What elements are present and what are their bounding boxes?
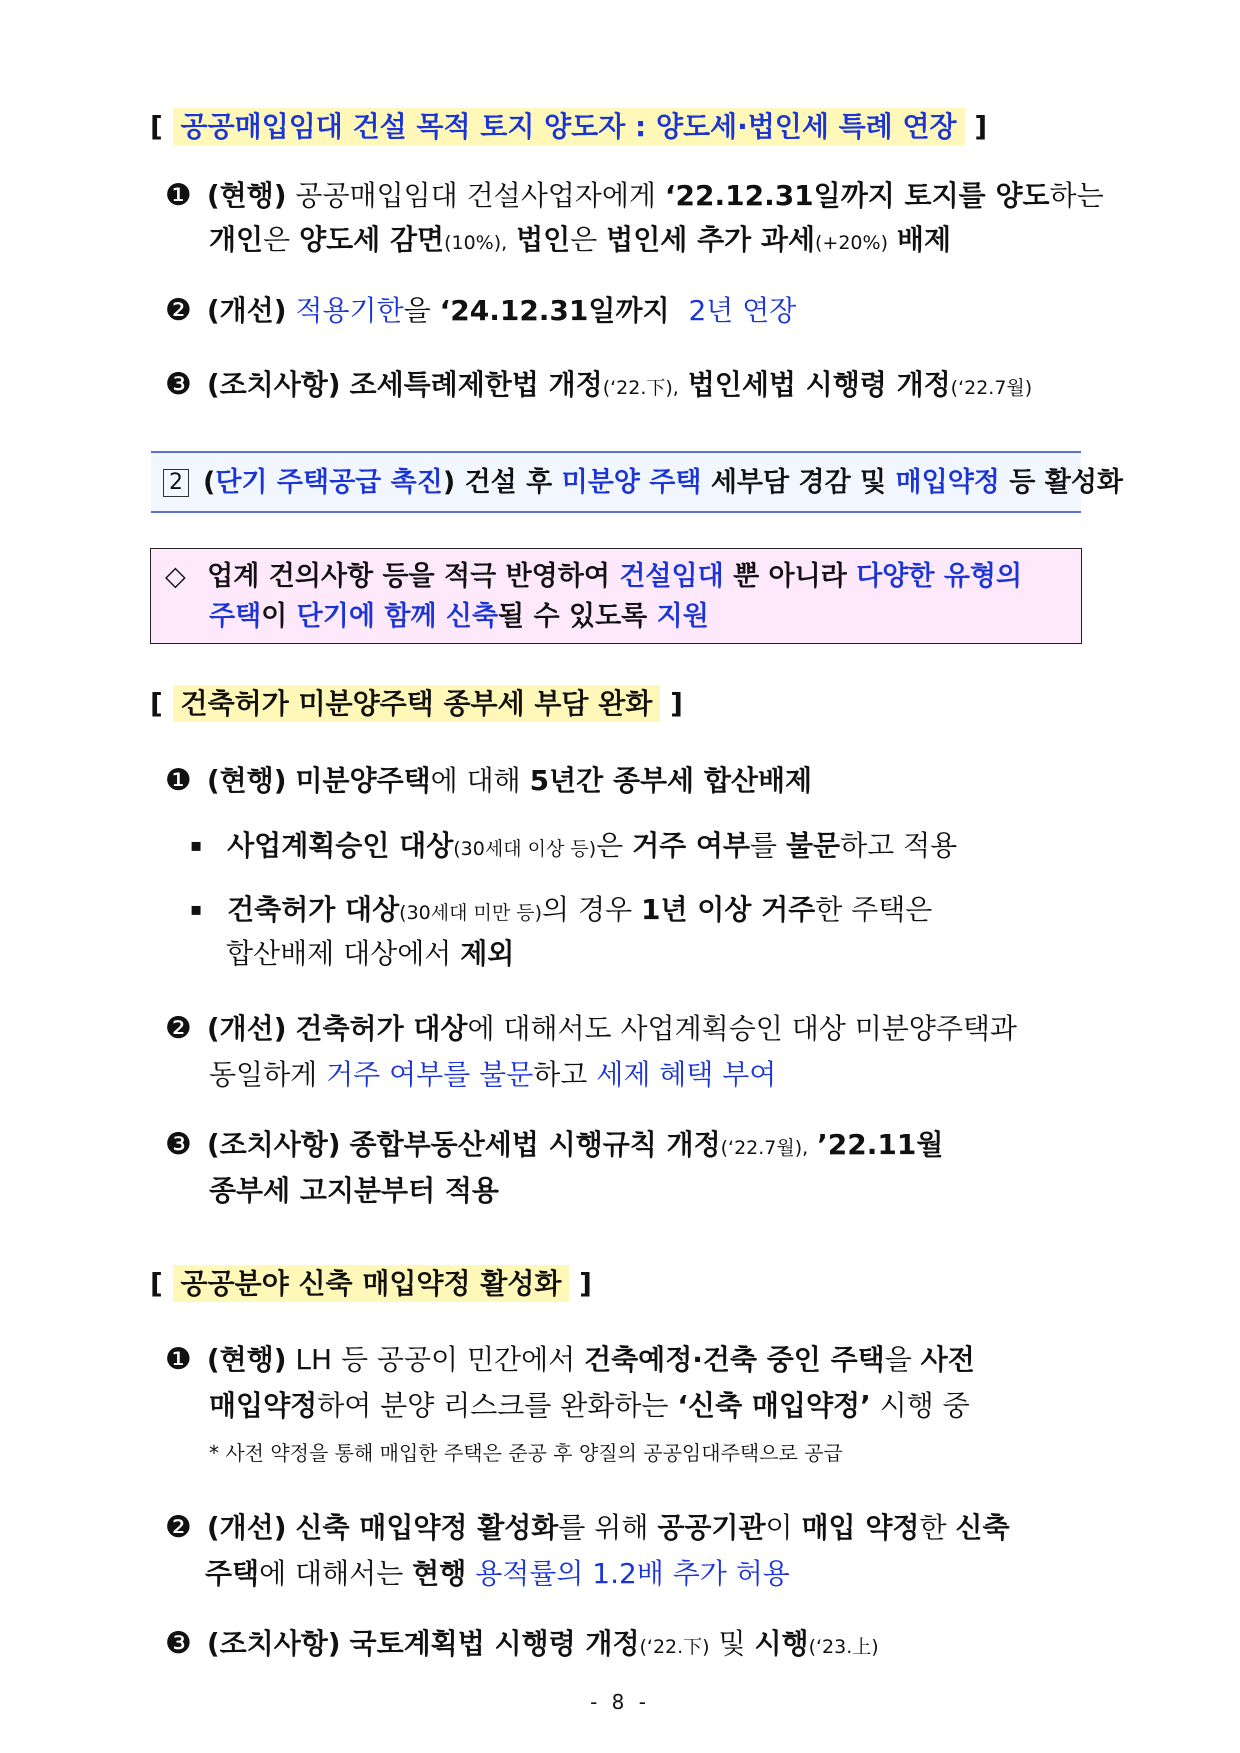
text: 이 [261,601,288,632]
text-bold: 거주 여부 [632,829,751,862]
item-label: (조치사항) [206,368,341,401]
section-header-1 [150,105,987,145]
text-blue: 단기 주택공급 촉진 [215,467,443,498]
text: 을 [884,1343,912,1376]
text-bold: 1년 이상 거주 [640,893,816,926]
text-small: (+20%) [815,232,888,254]
text-blue: 세제 혜택 부여 [596,1058,777,1091]
text-bold: 미분양주택 [295,764,431,797]
diamond-icon: ◇ [165,561,186,592]
text: 를 [750,829,778,862]
text-blue: 용적률의 1.2배 추가 허용 [475,1557,790,1590]
text-bold: 신축 [955,1511,1010,1544]
text-blue: 매입약정 [895,467,1000,498]
text-bold: 종합부동산세법 시행규칙 개정 [349,1128,721,1161]
text: 및 [718,1627,746,1660]
text-bold: 현행 [412,1557,467,1590]
section-header-text: 공공분야 신축 매입약정 활성화 [173,1265,570,1302]
text-bold: 건축예정·건축 중인 주택 [584,1343,885,1376]
text: 합산배제 대상에서 [226,937,452,970]
section-header-text: 공공매입임대 건설 목적 토지 양도자 : 양도세·법인세 특례 연장 [173,108,965,145]
bracket-close: ] [974,110,988,143]
text: 하고 [533,1058,588,1091]
text-bold: ‘신축 매입약정’ [677,1389,871,1422]
text-bold: 법인 [516,223,571,256]
text-small: (10%), [444,232,508,254]
text-bold: ‘24.12.31일까지 [439,294,670,327]
text-bold: 개인 [209,223,264,256]
bracket-close: ] [670,687,683,720]
summary-note-box [150,548,1082,644]
text-small: (‘22.下) [639,1636,710,1658]
text-bold: 5년간 종부세 합산배제 [529,764,813,797]
circled-one-icon: ❶ [165,1342,192,1377]
text-bold: 주택 [205,1557,260,1590]
item-label: (개선) [206,1012,287,1045]
text-bold: 건축허가 대상 [227,893,400,926]
text: 등 활성화 [1009,467,1124,498]
text-bold: ‘22.12.31일까지 토지를 양도 [664,179,1050,212]
text: 은 [263,223,291,256]
text: 시행 중 [879,1389,970,1422]
section-header-text: 건축허가 미분양주택 종부세 부담 완화 [173,685,661,722]
text-blue: 단기에 함께 신축 [296,601,499,632]
text-small: (‘22.下), [602,377,679,399]
text: 의 경우 [542,893,633,926]
circled-three-icon: ❸ [165,367,192,402]
square-bullet-icon: ▪ [190,835,203,856]
text: 에 대해 [430,764,521,797]
text-blue: 지원 [656,601,709,632]
item-label: (개선) [206,1511,287,1544]
text-blue: 건설임대 [619,561,724,592]
section-header-3 [150,1262,592,1302]
text-blue: 주택 [209,601,262,632]
text-bold: 매입 약정 [801,1511,920,1544]
circled-three-icon: ❸ [165,1626,192,1661]
text: 공공매입임대 건설사업자에게 [295,179,656,212]
page-number: - 8 - [590,1690,650,1714]
text: 뿐 아니라 [733,561,847,592]
text: 동일하게 [209,1058,318,1091]
text: LH 등 공공이 민간에서 [295,1343,576,1376]
circled-two-icon: ❷ [165,1510,192,1545]
text-bold: 배제 [896,223,952,256]
text-bold: 시행 [754,1627,809,1660]
text-small: (‘23.上) [808,1636,879,1658]
circled-two-icon: ❷ [165,1011,192,1046]
bracket-open: [ [150,1267,163,1300]
text-bold: 국토계획법 시행령 개정 [349,1627,640,1660]
bracket-open: [ [150,110,163,143]
text-bold: 조세특례제한법 개정 [349,368,603,401]
text: 을 [403,294,431,327]
text-bold: 공공기관 [657,1511,766,1544]
text: 한 주택은 [815,893,933,926]
circled-three-icon: ❸ [165,1127,192,1162]
text-blue: 미분양 주택 [561,467,702,498]
text-bold: 양도세 감면 [299,223,445,256]
text: 될 수 있도록 [498,601,648,632]
section-title-box [151,451,1124,513]
text-bold: 건축허가 대상 [295,1012,468,1045]
text-bold: 사전 [920,1343,975,1376]
circled-one-icon: ❶ [165,178,192,213]
paren: ) [442,467,456,498]
text-bold: ’22.11월 [817,1128,944,1161]
text: 하고 적용 [840,829,958,862]
item-label: (현행) [206,1343,287,1376]
square-bullet-icon: ▪ [190,899,203,920]
item-label: (개선) [206,294,287,327]
text: 한 [919,1511,947,1544]
text-small: (‘22.7월) [950,377,1033,399]
circled-two-icon: ❷ [165,293,192,328]
text: 업계 건의사항 등을 적극 반영하여 [207,561,610,592]
text-bold: 불문 [786,829,841,862]
text-bold: 제외 [460,937,515,970]
item-label: (조치사항) [206,1128,341,1161]
text-blue: 2년 연장 [688,294,797,327]
text-bold: 신축 매입약정 활성화 [295,1511,559,1544]
text-blue: 적용기한 [295,294,404,327]
paren: ( [203,467,216,498]
text: 세부담 경감 및 [710,467,887,498]
text-small: (30세대 미만 등) [399,902,543,924]
text: 하여 분양 리스크를 완화하는 [317,1389,669,1422]
section-header-2 [150,682,683,722]
item-label: (현행) [206,179,287,212]
bracket-close: ] [579,1267,592,1300]
text: 건설 후 [464,467,553,498]
text-bold: 사업계획승인 대상 [227,829,454,862]
text-bold: 종부세 고지분부터 적용 [209,1174,499,1207]
text-blue: 다양한 유형의 [856,561,1023,592]
text: 은 [596,829,624,862]
bracket-open: [ [150,687,163,720]
text: 를 위해 [558,1511,649,1544]
text-bold: 법인세법 시행령 개정 [687,368,951,401]
text-bold: 매입약정 [209,1389,318,1422]
text-blue: 거주 여부를 불문 [326,1058,534,1091]
text: 이 [765,1511,793,1544]
footnote: * 사전 약정을 통해 매입한 주택은 준공 후 양질의 공공임대주택으로 공급 [209,1441,843,1465]
text: 하는 [1049,179,1104,212]
text-small: (‘22.7월), [720,1137,809,1159]
item-label: (조치사항) [206,1627,341,1660]
text: 에 대해서도 사업계획승인 대상 미분양주택과 [467,1012,1017,1045]
text-small: (30세대 이상 등) [453,838,597,860]
text: 은 [570,223,598,256]
item-label: (현행) [206,764,287,797]
text-bold: 법인세 추가 과세 [606,223,816,256]
text: 에 대해서는 [259,1557,404,1590]
section-number: 2 [163,469,189,497]
circled-one-icon: ❶ [165,763,192,798]
